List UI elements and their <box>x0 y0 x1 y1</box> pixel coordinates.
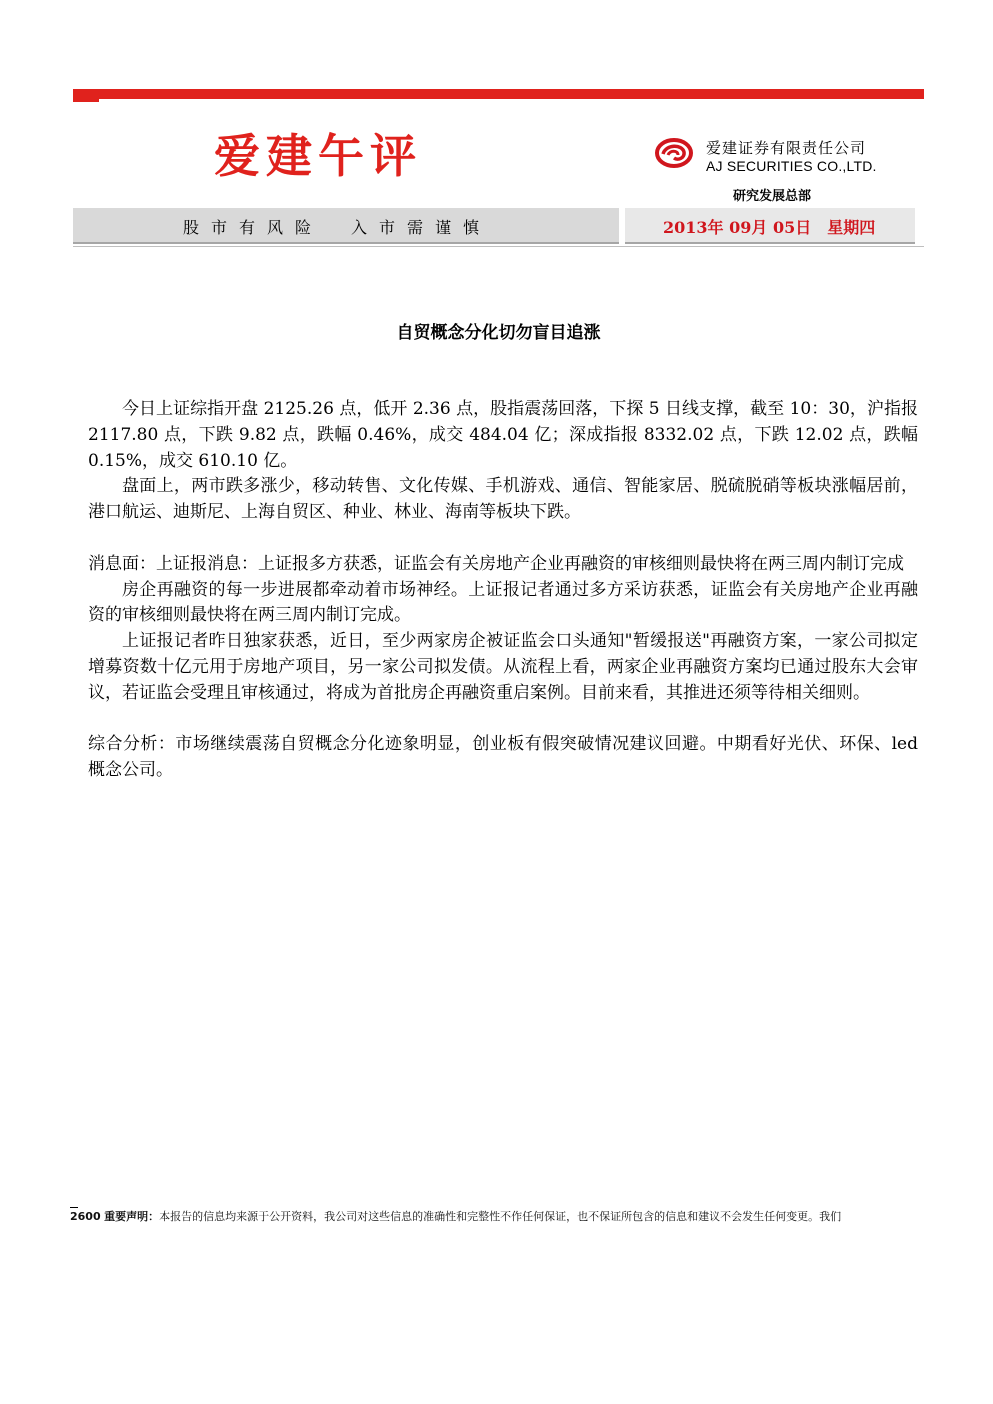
department-label: 研究发展总部 <box>733 189 812 204</box>
article-body <box>88 397 918 784</box>
paragraph-news-detail-1: 房企再融资的每一步进展都牵动着市场神经。上证报记者通过多方采访获悉，证监会有关房地产企业再融资的审核细则最快将在两三周内制订完成。 <box>88 579 918 626</box>
header-divider <box>73 246 924 247</box>
company-name-cn: 爱建证券有限责任公司 <box>706 139 867 157</box>
paragraph-market-summary: 今日上证综指开盘 2125.26 点，低开 2.36 点，股指震荡回落，下探 5 日线支撑，截至 10：30，沪指报 2117.80 点，下跌 9.82 点，跌幅 0.46%，成交 484.04 亿；深成指报 8332.02 点，下跌 12.02 点，跌幅 0.15%，成交 610.10 亿。 <box>88 399 918 471</box>
header-red-bar <box>73 89 924 99</box>
paragraph-sectors: 盘面上，两市跌多涨少，移动转售、文化传媒、手机游戏、通信、智能家居、脱硫脱硝等板块涨幅居前，港口航运、迪斯尼、上海自贸区、种业、林业、海南等板块下跌。 <box>88 476 918 523</box>
paragraph-news-headline: 消息面：上证报消息：上证报多方获悉，证监会有关房地产企业再融资的审核细则最快将在两三周内制订完成 <box>88 553 904 574</box>
paragraph-news-detail-2: 上证报记者昨日独家获悉，近日，至少两家房企被证监会口头通知"暂缓报送"再融资方案，一家公司拟定增募资数十亿元用于房地产项目，另一家公司拟发债。从流程上看，两家企业再融资方案均已通过股东大会审议，若证监会受理且审核通过，将成为首批房企再融资重启案例。目前来看，其推进还须等待相关细则。 <box>88 631 918 703</box>
company-name-en: AJ SECURITIES CO.,LTD. <box>706 158 877 174</box>
disclaimer-label: 重要声明： <box>104 1210 160 1223</box>
paragraph-analysis: 综合分析：市场继续震荡自贸概念分化迹象明显，创业板有假突破情况建议回避。中期看好光伏、环保、led 概念公司。 <box>88 734 918 781</box>
brand-title: 爱建午评 <box>214 129 422 183</box>
company-logo-icon <box>654 136 694 170</box>
slogan-panel <box>73 208 619 244</box>
footer-number: 2600 <box>70 1210 101 1223</box>
disclaimer <box>70 1210 910 1224</box>
risk-slogan: 股市有风险 入市需谨慎 <box>183 218 492 237</box>
disclaimer-text: 本报告的信息均来源于公开资料，我公司对这些信息的准确性和完整性不作任何保证，也不保证所包含的信息和建议不会发生任何变更。我们 <box>159 1210 842 1223</box>
header-red-bar-stub <box>73 99 99 102</box>
article-title: 自贸概念分化切勿盲目追涨 <box>396 323 601 343</box>
header-banner <box>73 208 924 244</box>
date-panel <box>625 208 915 244</box>
footnote-rule <box>70 1207 78 1208</box>
report-date: 2013年 09月 05日 星期四 <box>663 218 876 237</box>
